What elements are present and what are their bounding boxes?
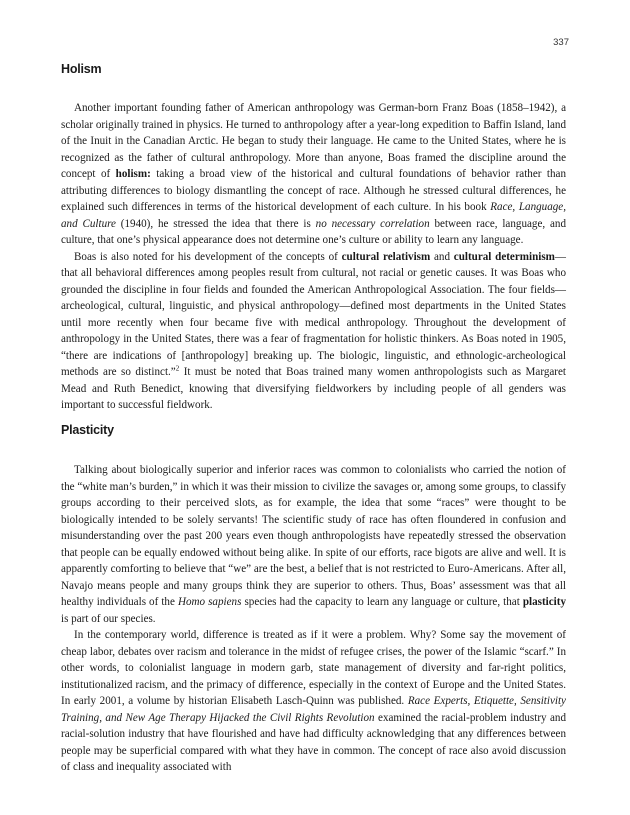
paragraph <box>61 249 566 414</box>
text-run: —that all behavioral differences among peoples result from cultural, not racial or genetic causes. It was Boas who grounded the discipline in four fields and founded the American Anthropological Association. The four fields—archeological, cultural, linguistic, and physical anthropology—defined most departments in the United States until more recently when four became five with medical anthropology. Throughout the development of anthropology in the United States, there was a fear of fragmentation for holistic thinkers. As Boas noted in 1905, “there are indications of [anthropology] breaking up. The biologic, linguistic, and ethnologic-archeological methods are so distinct.” <box>61 250 567 378</box>
text-run: In the contemporary world, difference is treated as if it were a problem. Why? Some say the movement of cheap labor, debates over racism and tolerance in the midst of refugee crises, the power of the Islamic “scarf.” In other words, to colonialist language in modern garb, state management of diversity and far-right politics, institutionalized racism, and the primacy of difference, especially in the context of Europe and the United States. In early 2001, a volume by historian Elisabeth Lasch-Quinn was published. <box>61 629 566 707</box>
text-run: and <box>430 250 454 263</box>
page-number: 337 <box>553 37 569 48</box>
text-run: examined the racial-problem industry and racial-solution industry that have flourished and have had difficulty acknowledging that any differences between people may be superficial compared with what they have in common. The concept of race also avoid discussion of class and inequality associated with <box>61 711 566 773</box>
italic-text: Race, Language, and Culture <box>61 201 566 230</box>
footnote-ref: 2 <box>175 364 180 373</box>
paragraph <box>61 100 566 249</box>
text-run: species had the capacity to learn any language or culture, that <box>241 596 523 608</box>
bold-term: cultural relativism <box>341 250 431 263</box>
text-run: Another important founding father of American anthropology was German-born Franz Boas (1858–1942), a scholar originally trained in physics. He turned to anthropology after a year-long expedition to Baffin Island, land of the Inuit in the Canadian Arctic. He began to study their language. He came to the United States, where he is recognized as the father of cultural anthropology. More than anyone, Boas framed the discipline around the concept of <box>61 102 566 180</box>
text-run: Boas is also noted for his development of the concepts of <box>74 250 342 263</box>
italic-text: Race Experts, Etiquette, Sensitivity Training, and New Age Therapy Hijacked the Civil Rights Revolution <box>61 695 566 724</box>
text-run: between race, language, and culture, that one’s physical appearance does not determine one’s culture or ability to learn any language. <box>61 217 567 246</box>
paragraph <box>61 462 566 627</box>
section-heading-plasticity: Plasticity <box>61 423 114 437</box>
italic-text: no necessary correlation <box>315 217 430 230</box>
text-run: (1940), he stressed the idea that there is <box>115 217 316 230</box>
italic-text: Homo sapiens <box>177 596 242 608</box>
text-run: Talking about biologically superior and inferior races was common to colonialists who carried the notion of the “white man’s burden,” in which it was their mission to civilize the savages or, among some groups, to classify groups according to their perceived slots, as for example, the idea that some “races” were thought to be biologically intended to be solely servants! The scientific study of race has often floundered in confusion and misunderstanding over the past 200 years even though anthropologists have repeatedly stressed the observation that people can be equally endowed without being alike. In spite of our efforts, race bigots are alive and well. It is apparently comforting to believe that “we” are the best, a belief that is not restricted to Euro-Americans. After all, Navajo means people and many groups think they are superior to others. Thus, Boas’ assessment was that all healthy individuals of the <box>61 464 566 608</box>
bold-term: cultural determinism <box>453 250 555 263</box>
paragraph <box>61 627 566 776</box>
text-run: is part of our species. <box>61 612 156 625</box>
text-run: It must be noted that Boas trained many women anthropologists such as Margaret Mead and Ruth Benedict, knowing that diversifying fieldworkers by including people of all genders was important to successful fieldwork. <box>61 366 566 411</box>
text-run: taking a broad view of the historical and cultural foundations of behavior rather than attributing differences to biology dismantling the concept of race. Although he stressed cultural differences, he explained such differences in terms of the historical development of each culture. In his book <box>61 168 566 213</box>
section-plasticity-body <box>61 462 566 776</box>
bold-term: plasticity <box>522 596 566 608</box>
section-heading-holism: Holism <box>61 62 102 76</box>
bold-term: holism: <box>115 168 151 180</box>
section-holism-body <box>61 100 566 414</box>
